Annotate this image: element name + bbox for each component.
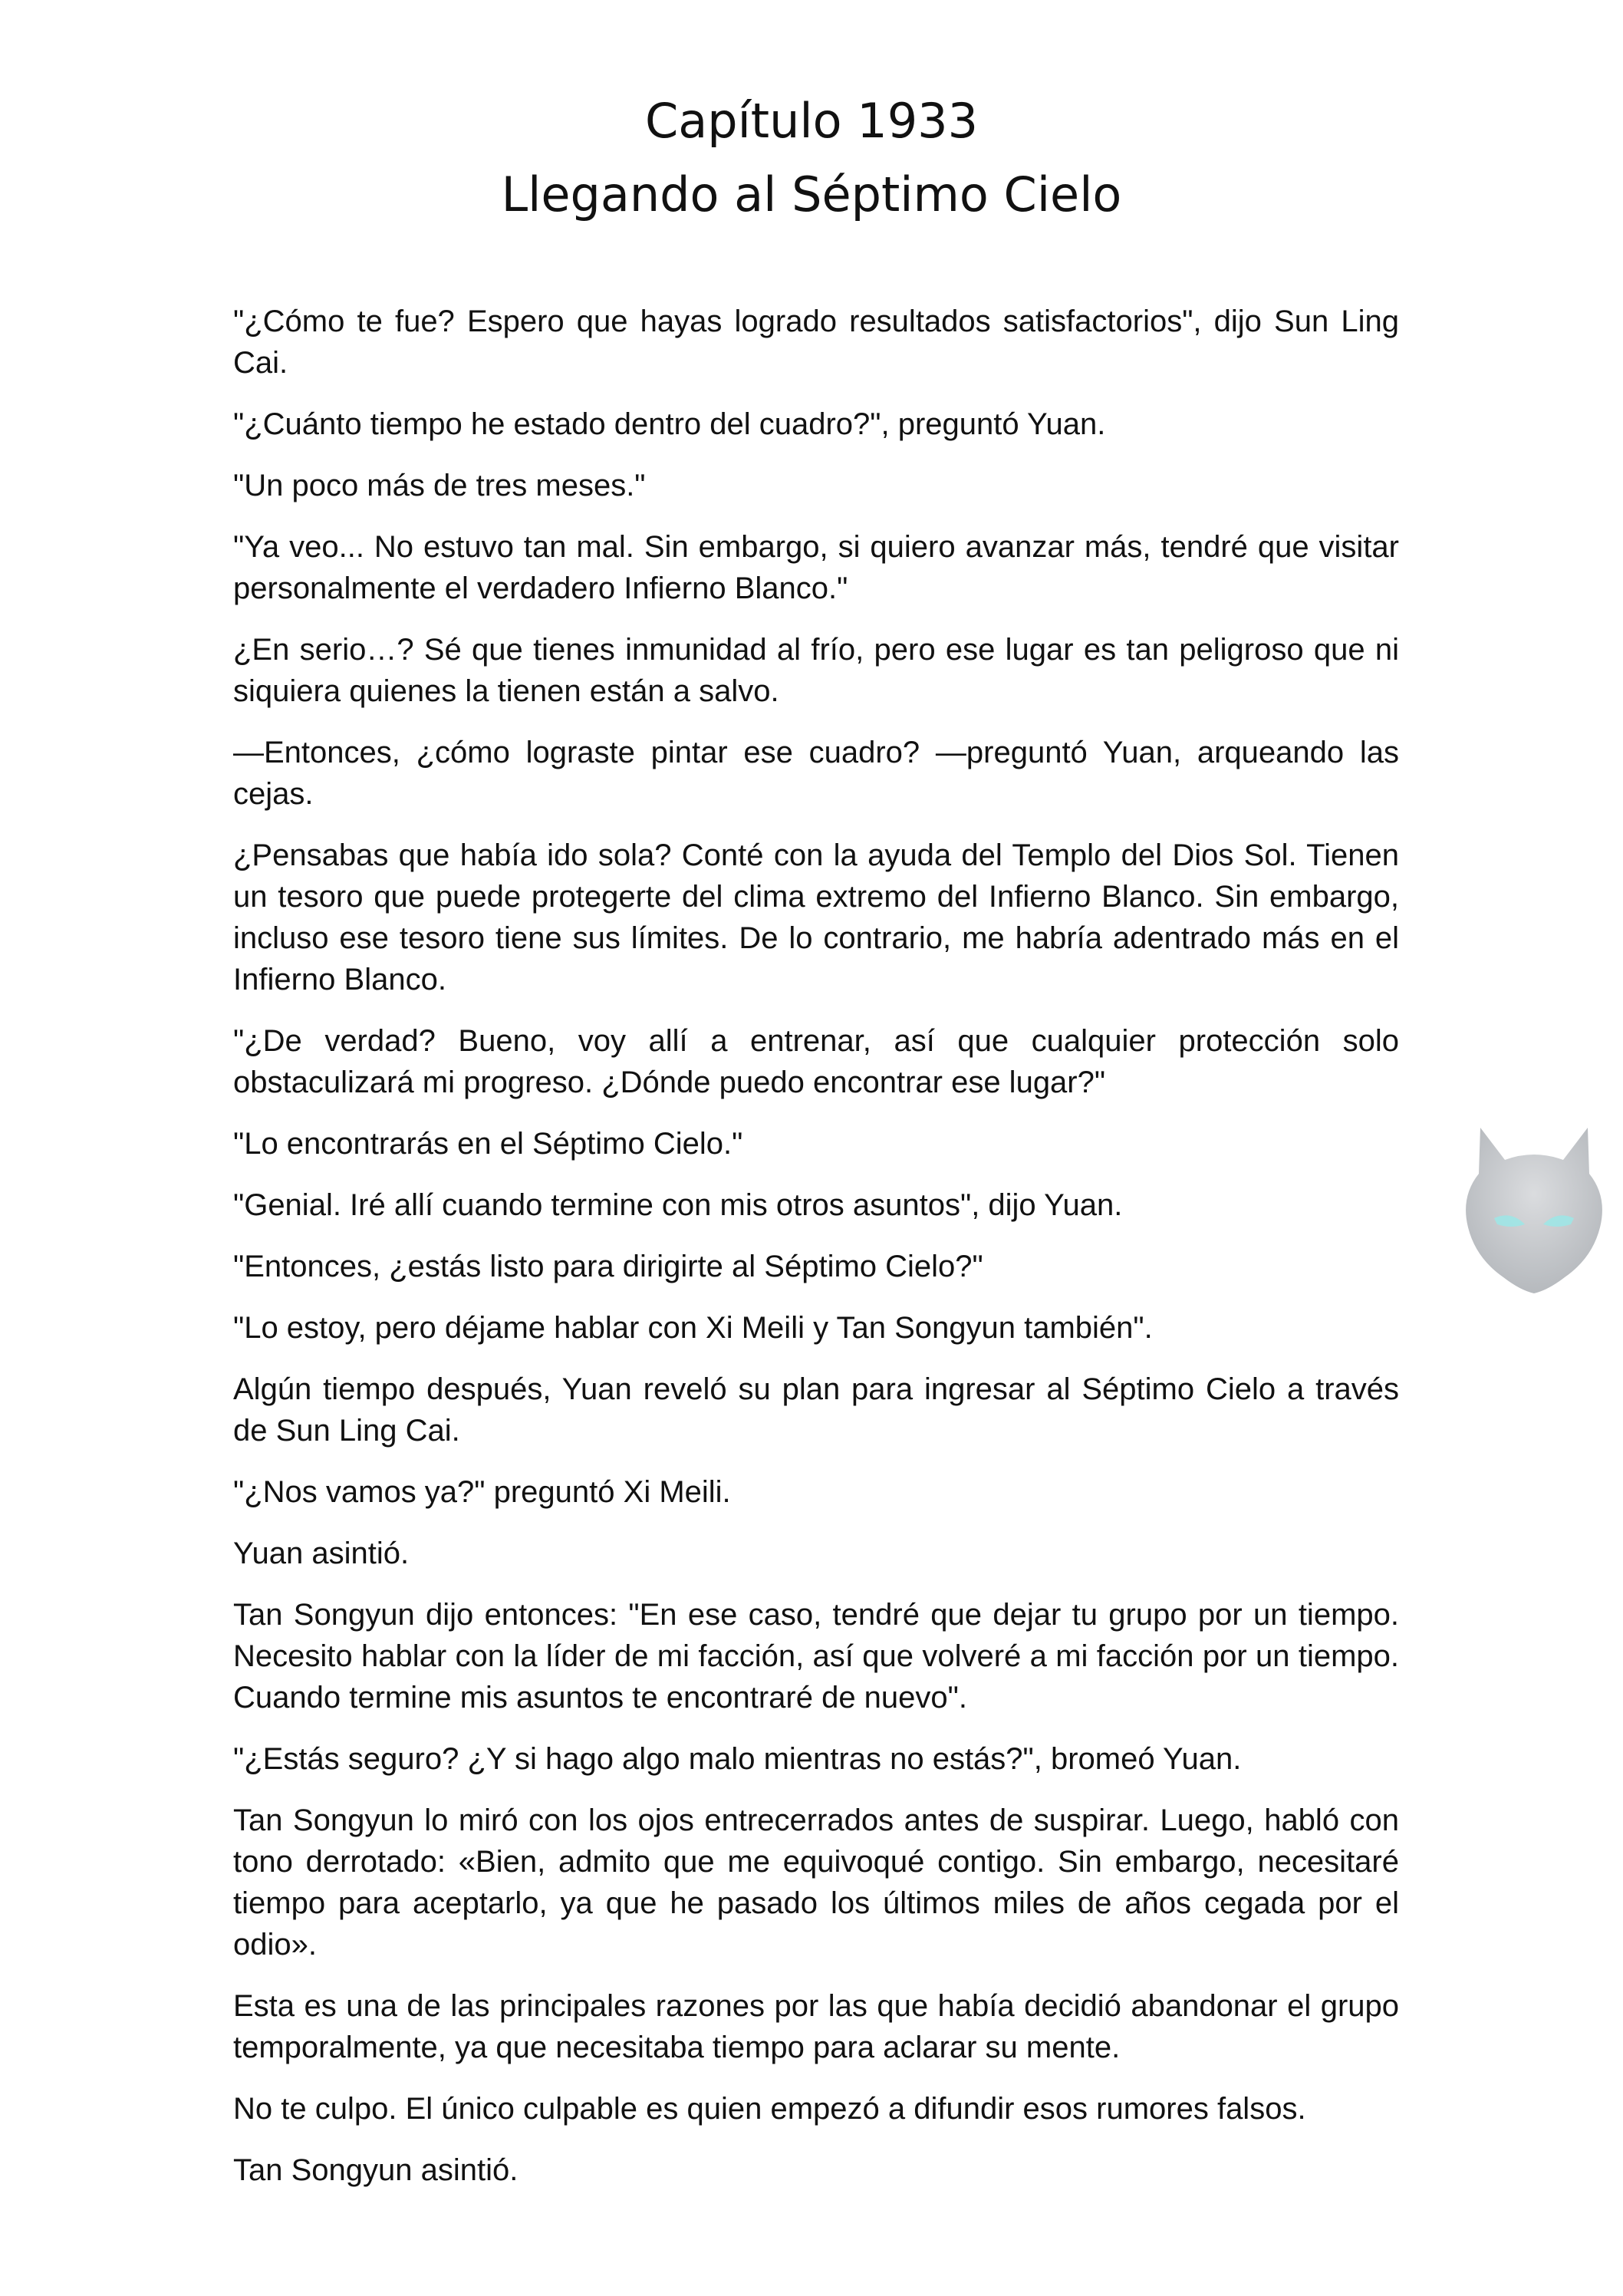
- chapter-header: [0, 84, 1623, 232]
- chapter-number: Capítulo 1933: [644, 93, 979, 149]
- paragraph: ¿En serio…? Sé que tienes inmunidad al frío, pero ese lugar es tan peligroso que ni siquiera quienes la tienen están a salvo.: [233, 633, 1399, 708]
- paragraph: Esta es una de las principales razones por las que había decidió abandonar el grupo temporalmente, ya que necesitaba tiempo para aclarar su mente.: [233, 1989, 1399, 2064]
- paragraph: Tan Songyun asintió.: [233, 2153, 519, 2187]
- paragraph: "Lo estoy, pero déjame hablar con Xi Meili y Tan Songyun también".: [233, 1311, 1153, 1345]
- paragraph: "Ya veo... No estuvo tan mal. Sin embargo, si quiero avanzar más, tendré que visitar personalmente el verdadero Infierno Blanco.": [233, 530, 1399, 605]
- paragraph: "¿Nos vamos ya?" preguntó Xi Meili.: [233, 1475, 731, 1509]
- paragraph: "Un poco más de tres meses.": [233, 469, 646, 502]
- paragraph: ¿Pensabas que había ido sola? Conté con la ayuda del Templo del Dios Sol. Tienen un tesoro que puede protegerte del clima extremo del Infierno Blanco. Sin embargo, incluso ese tesoro tiene sus límites. De lo contrario, me habría adentrado más en el Infierno Blanco.: [233, 838, 1399, 996]
- paragraph: —Entonces, ¿cómo lograste pintar ese cuadro? —preguntó Yuan, arqueando las cejas.: [233, 736, 1399, 811]
- paragraph: "¿Estás seguro? ¿Y si hago algo malo mientras no estás?", bromeó Yuan.: [233, 1742, 1242, 1776]
- chapter-body: [233, 301, 1399, 2211]
- paragraph: Tan Songyun dijo entonces: "En ese caso, tendré que dejar tu grupo por un tiempo. Necesito hablar con la líder de mi facción, así que volveré a mi facción por un tiempo. Cuando termine mis asuntos te encontraré de nuevo".: [233, 1598, 1399, 1715]
- paragraph: "Lo encontrarás en el Séptimo Cielo.": [233, 1127, 743, 1161]
- paragraph: "¿De verdad? Bueno, voy allí a entrenar, así que cualquier protección solo obstaculizará mi progreso. ¿Dónde puedo encontrar ese lugar?": [233, 1024, 1399, 1099]
- paragraph: No te culpo. El único culpable es quien empezó a difundir esos rumores falsos.: [233, 2092, 1306, 2126]
- paragraph: "Genial. Iré allí cuando termine con mis otros asuntos", dijo Yuan.: [233, 1188, 1123, 1222]
- paragraph: Tan Songyun lo miró con los ojos entrecerrados antes de suspirar. Luego, habló con tono derrotado: «Bien, admito que me equivoqué contigo. Sin embargo, necesitaré tiempo para aceptarlo, ya que he pasado los últimos miles de años cegada por el odio».: [233, 1804, 1399, 1962]
- paragraph: "¿Cuánto tiempo he estado dentro del cuadro?", preguntó Yuan.: [233, 407, 1106, 441]
- demon-head-icon: [1457, 1120, 1611, 1296]
- paragraph: "¿Cómo te fue? Espero que hayas logrado resultados satisfactorios", dijo Sun Ling Cai.: [233, 305, 1399, 380]
- paragraph: Yuan asintió.: [233, 1537, 410, 1570]
- chapter-title: Llegando al Séptimo Cielo: [501, 166, 1122, 222]
- paragraph: "Entonces, ¿estás listo para dirigirte al Séptimo Cielo?": [233, 1250, 983, 1283]
- paragraph: Algún tiempo después, Yuan reveló su plan para ingresar al Séptimo Cielo a través de Sun Ling Cai.: [233, 1372, 1399, 1448]
